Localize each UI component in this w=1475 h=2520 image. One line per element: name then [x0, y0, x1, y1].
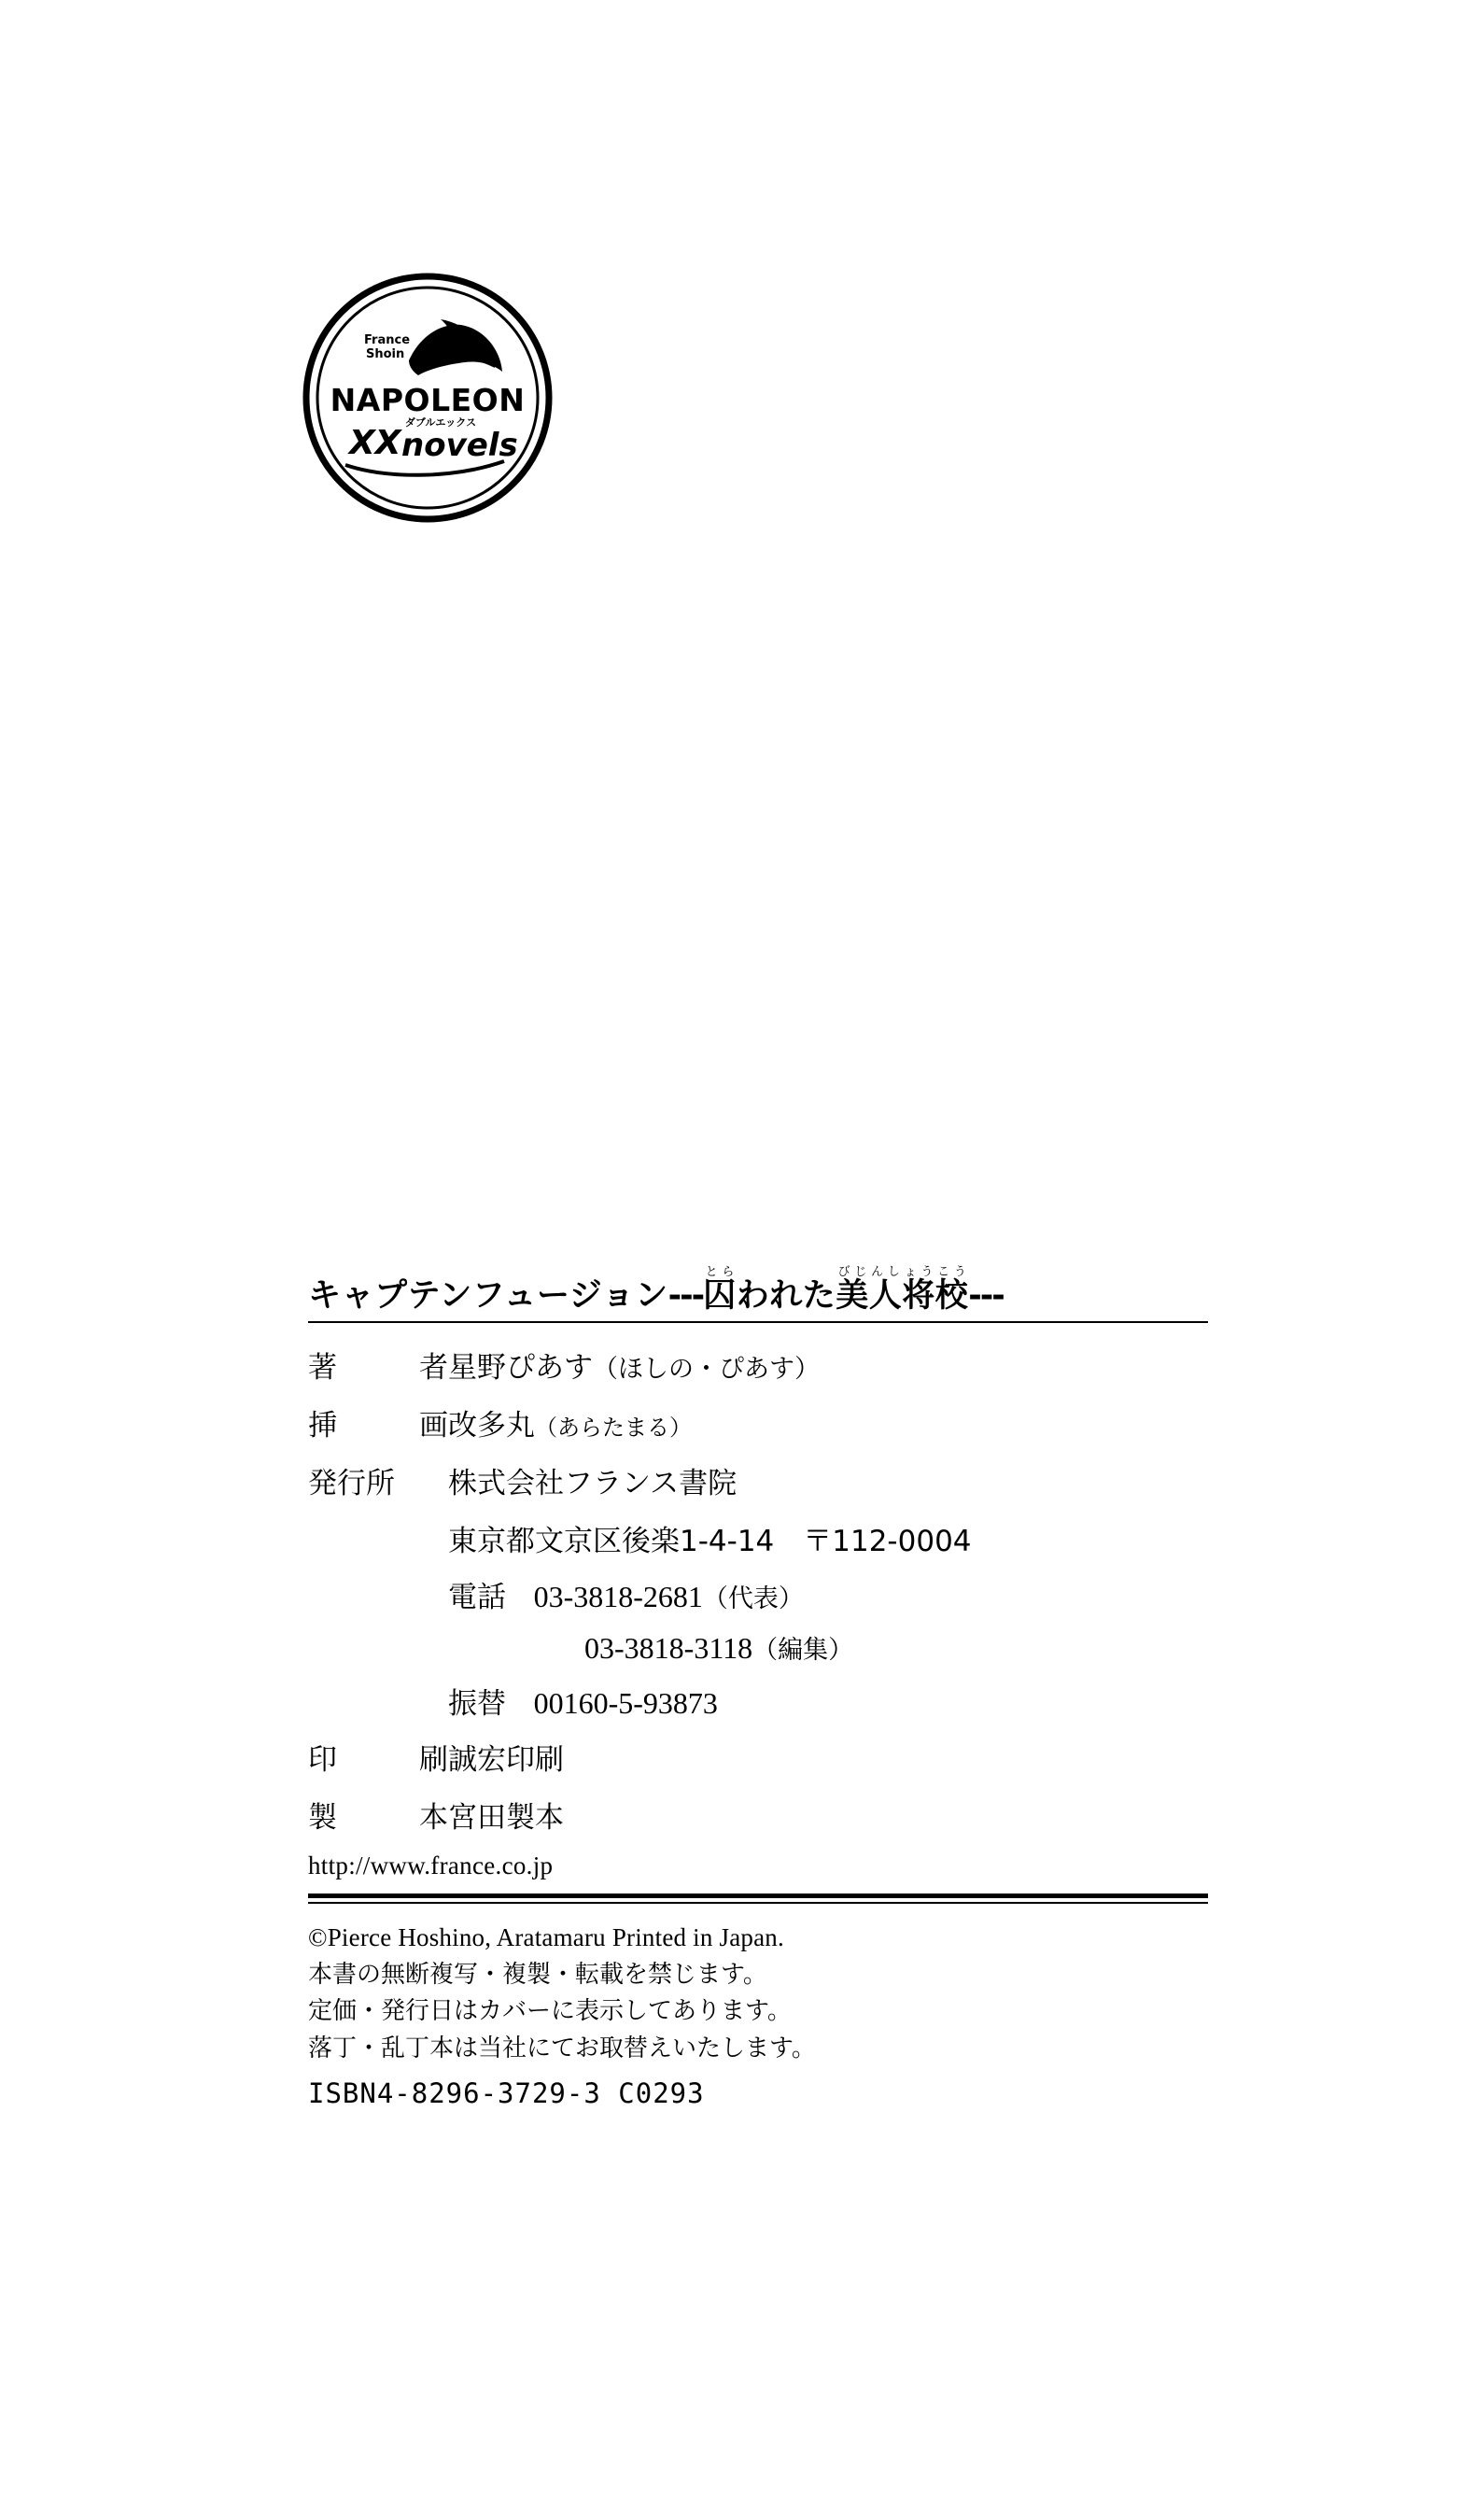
svg-text:Shoin: Shoin: [366, 347, 405, 361]
tel-number-editorial: 03-3818-3118: [584, 1630, 753, 1665]
svg-text:NAPOLEON: NAPOLEON: [330, 382, 526, 418]
isbn-code: ISBN4-8296-3729-3 C0293: [308, 2077, 705, 2110]
credit-row-author: [308, 1344, 1242, 1386]
section-divider: [308, 1894, 1208, 1904]
legal-line-reproduction: 本書の無断複写・複製・転載を禁じます。: [308, 1960, 767, 1989]
furikae-value: 00160-5-93873: [533, 1685, 718, 1720]
publisher-logo: [301, 271, 555, 525]
subtitle-kanji-1: 囚とら: [703, 1265, 737, 1315]
book-title: キャプテンフュージョン: [308, 1277, 668, 1315]
legal-line-price: 定価・発行日はカバーに表示してあります。: [308, 1997, 792, 2026]
svg-text:novels: novels: [401, 427, 518, 464]
publisher-url[interactable]: http://www.france.co.jp: [308, 1851, 554, 1879]
book-title-line: [308, 1265, 1242, 1315]
svg-text:ダブルエックス: ダブルエックス: [404, 416, 477, 429]
credit-row-illustrator: [308, 1401, 1242, 1443]
tel-label: 電話: [448, 1580, 506, 1614]
credit-value-printer: 誠宏印刷: [448, 1742, 564, 1777]
subtitle-kana: われた: [736, 1277, 836, 1315]
credit-value-binder: 宮田製本: [448, 1800, 564, 1835]
publisher-tel-row-1: [308, 1573, 1242, 1615]
credit-label-printer: 印 刷: [308, 1742, 448, 1777]
legal-line-copyright: ©Pierce Hoshino, Aratamaru Printed in Japan.: [308, 1922, 784, 1951]
legal-notice: [308, 1919, 1242, 2115]
credit-row-printer: [308, 1736, 1242, 1778]
publisher-address-row: [308, 1517, 1242, 1559]
credit-value-author: 星野ぴあす（ほしの・ぴあす）: [448, 1350, 820, 1385]
title-underline: [308, 1321, 1208, 1323]
title-subtitle: [703, 1265, 968, 1315]
credit-row-binder: [308, 1794, 1242, 1836]
subtitle-kanji-2: 美人将校びじんしょうこう: [836, 1265, 969, 1315]
title-dash-right: ---: [968, 1277, 1004, 1315]
credit-label-author: 著 者: [308, 1350, 448, 1385]
publisher-address: 東京都文京区後楽1-4-14 〒112-0004: [448, 1524, 972, 1558]
colophon-block: [308, 1265, 1242, 2114]
credit-label-publisher: 発行所: [308, 1466, 395, 1500]
credit-label-illustrator: 挿 画: [308, 1408, 448, 1443]
svg-text:XX: XX: [349, 424, 401, 462]
legal-line-defects: 落丁・乱丁本は当社にてお取替えいたします。: [308, 2034, 816, 2062]
svg-text:France: France: [364, 333, 411, 347]
tel-number-main: 03-3818-2681: [533, 1579, 703, 1613]
title-dash-left: ---: [667, 1277, 704, 1315]
credit-row-publisher: [308, 1459, 1242, 1501]
credit-value-publisher: 株式会社フランス書院: [448, 1466, 738, 1500]
tel-note-editorial: （編集）: [752, 1635, 854, 1665]
publisher-tel-row-2: [308, 1629, 1242, 1666]
credit-value-illustrator: 改多丸（あらたまる）: [448, 1408, 692, 1443]
furikae-row: [308, 1680, 1242, 1722]
furikae-label: 振替: [448, 1686, 506, 1721]
tel-note-main: （代表）: [702, 1584, 804, 1613]
credit-label-binder: 製 本: [308, 1800, 448, 1835]
credit-rows: [308, 1344, 1242, 1880]
